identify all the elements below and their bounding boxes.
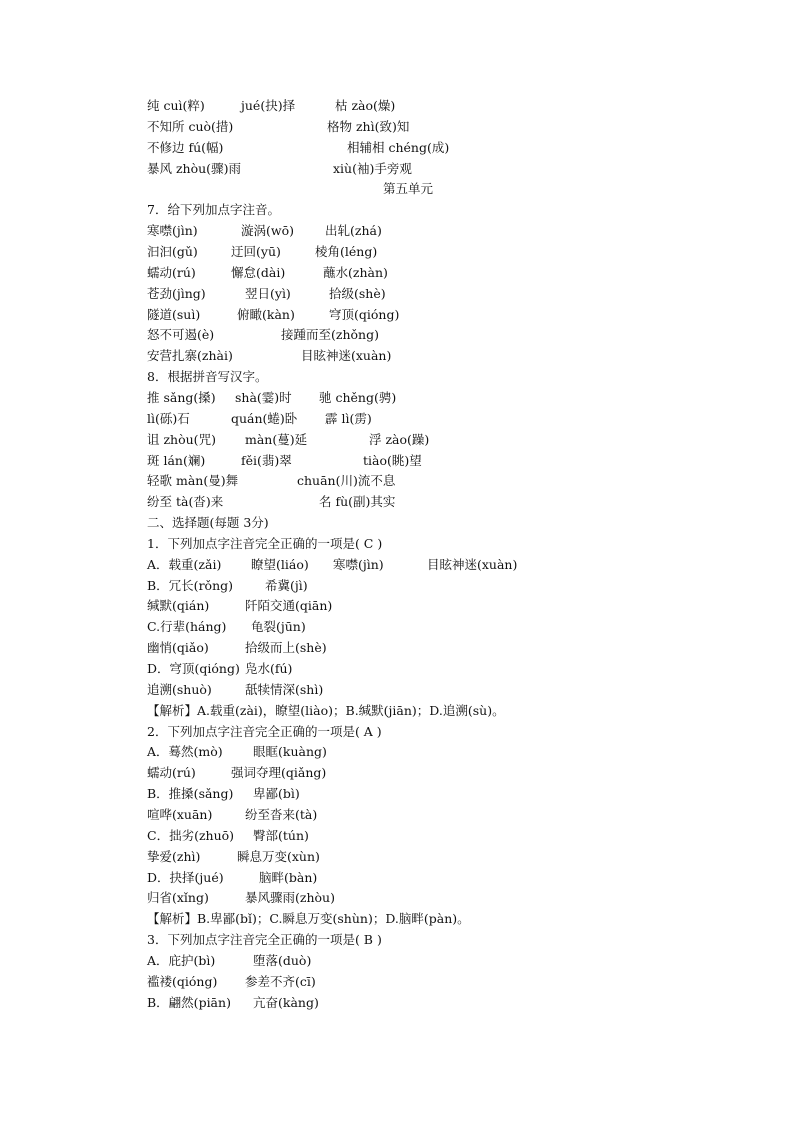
text-segment: 霹 lì(雳)	[325, 410, 372, 426]
text-segment: 卑鄙(bì)	[253, 786, 300, 802]
text-segment: 暴风骤雨(zhòu)	[245, 890, 335, 906]
text-segment: A．庇护(bì)	[147, 952, 216, 968]
text-segment: 翌日(yì)	[245, 285, 291, 301]
text-segment: 参差不齐(cī)	[245, 973, 316, 989]
text-segment: xiù(袖)手旁观	[333, 160, 412, 176]
text-segment: 二、选择题(每题 3分)	[147, 515, 269, 530]
text-segment: 3．下列加点字注音完全正确的一项是( B )	[147, 932, 382, 947]
text-segment: C.行辈(háng)	[147, 619, 227, 635]
text-segment: 希冀(jì)	[265, 577, 308, 593]
text-segment: 缄默(qián)	[147, 598, 210, 614]
text-segment: quán(蜷)卧	[231, 410, 298, 426]
text-segment: tiào(眺)望	[363, 452, 422, 468]
text-segment: 褴褛(qióng)	[147, 973, 218, 989]
text-segment: 凫水(fú)	[245, 661, 293, 676]
text-segment: 枯 zào(燥)	[335, 98, 396, 113]
text-segment: 驰 chěng(骋)	[319, 389, 397, 405]
text-segment: fěi(翡)翠	[241, 452, 292, 468]
text-segment: chuān(川)流不息	[297, 473, 396, 489]
text-segment: 阡陌交通(qiān)	[245, 598, 333, 614]
text-segment: 诅 zhòu(咒)	[147, 431, 216, 447]
text-segment: A．载重(zǎi)	[147, 556, 222, 572]
text-segment: 目眩神迷(xuàn)	[301, 348, 392, 364]
text-segment: 7．给下列加点字注音。	[147, 202, 280, 218]
text-segment: 纷至 tà(沓)来	[147, 494, 224, 510]
text-segment: 推 sǎng(搡)	[147, 389, 216, 405]
text-segment: màn(蔓)延	[245, 431, 308, 447]
text-segment: 挚爱(zhì)	[147, 848, 201, 864]
text-segment: 拾级而上(shè)	[245, 640, 327, 656]
text-segment: 喧哗(xuān)	[147, 806, 213, 822]
text-segment: 怒不可遏(è)	[147, 327, 215, 343]
text-segment: 接踵而至(zhǒng)	[281, 327, 379, 343]
text-segment: 追溯(shuò)	[147, 681, 212, 697]
text-segment: B．冗长(rǒng)	[147, 577, 233, 593]
text-segment: 幽悄(qiǎo)	[147, 640, 209, 656]
text-segment: D．抉择(jué)	[147, 869, 224, 885]
text-segment: 目眩神迷(xuàn)	[427, 556, 518, 572]
text-segment: lì(砾)石	[147, 410, 190, 426]
text-segment: 瞬息万变(xùn)	[237, 848, 320, 864]
text-segment: 亢奋(kàng)	[253, 994, 319, 1010]
text-segment: 不修边 fú(幅)	[147, 139, 224, 155]
text-segment: 2．下列加点字注音完全正确的一项是( A )	[147, 723, 382, 739]
text-segment: 【解析】B.卑鄙(bǐ)；C.瞬息万变(shùn)；D.脑畔(pàn)。	[147, 911, 470, 927]
text-segment: 龟裂(jūn)	[251, 619, 306, 635]
text-segment: 格物 zhì(致)知	[327, 118, 410, 134]
text-segment: 懈怠(dài)	[231, 264, 286, 280]
text-segment: 苍劲(jìng)	[147, 285, 206, 301]
text-segment: 浮 zào(躁)	[369, 431, 430, 447]
text-segment: A．蓦然(mò)	[147, 744, 223, 760]
text-segment: 蠕动(rú)	[147, 264, 196, 280]
text-segment: B．翩然(piān)	[147, 994, 231, 1010]
text-segment: 强词夺理(qiǎng)	[231, 765, 327, 781]
text-segment: C．拙劣(zhuō)	[147, 827, 235, 843]
text-segment: 蠕动(rú)	[147, 765, 196, 781]
text-segment: 1．下列加点字注音完全正确的一项是( C )	[147, 535, 383, 551]
text-segment: 名 fù(副)其实	[319, 494, 396, 510]
text-segment: 归省(xǐng)	[147, 890, 209, 906]
text-segment: D．穹顶(qióng)	[147, 661, 240, 676]
text-segment: jué(抉)择	[241, 98, 296, 113]
text-segment: 堕落(duò)	[253, 952, 312, 968]
text-segment: 隧道(suì)	[147, 306, 201, 322]
text-segment: 瞭望(liáo)	[251, 556, 309, 572]
text-segment: 暴风 zhòu(骤)雨	[147, 160, 241, 176]
text-segment: 汩汩(gǔ)	[147, 244, 198, 259]
text-segment: 眼眶(kuàng)	[253, 744, 327, 760]
text-segment: 纯 cuì(粹)	[147, 98, 205, 113]
text-segment: 拾级(shè)	[329, 285, 386, 301]
text-segment: 舐犊情深(shì)	[245, 681, 324, 697]
text-segment: 穹顶(qióng)	[329, 306, 400, 322]
text-segment: 相辅相 chéng(成)	[347, 139, 450, 155]
text-segment: 迂回(yū)	[231, 244, 281, 259]
text-segment: 脑畔(bàn)	[259, 869, 318, 885]
text-segment: 漩涡(wō)	[241, 223, 294, 239]
text-segment: 8．根据拼音写汉字。	[147, 369, 268, 385]
text-segment: 不知所 cuò(措)	[147, 118, 234, 134]
text-segment: 安营扎寨(zhài)	[147, 348, 233, 364]
text-segment: B．推搡(sǎng)	[147, 786, 234, 802]
text-segment: 臀部(tún)	[253, 827, 309, 843]
text-segment: 蘸水(zhàn)	[323, 264, 388, 280]
text-segment: shà(霎)时	[235, 389, 292, 405]
text-segment: 棱角(léng)	[315, 244, 378, 259]
text-segment: 斑 lán(斓)	[147, 452, 206, 468]
text-segment: 俯瞰(kàn)	[237, 306, 295, 322]
text-segment: 出轧(zhá)	[325, 223, 382, 239]
text-segment: 纷至沓来(tà)	[245, 806, 318, 822]
text-segment: 寒噤(jìn)	[333, 556, 384, 572]
text-segment: 寒噤(jìn)	[147, 223, 198, 239]
text-segment: 【解析】A.载重(zài)，瞭望(liào)；B.缄默(jiān)；D.追溯(sù)。	[147, 702, 505, 718]
text-segment: 第五单元	[383, 181, 434, 197]
text-segment: 轻歌 màn(曼)舞	[147, 473, 239, 489]
